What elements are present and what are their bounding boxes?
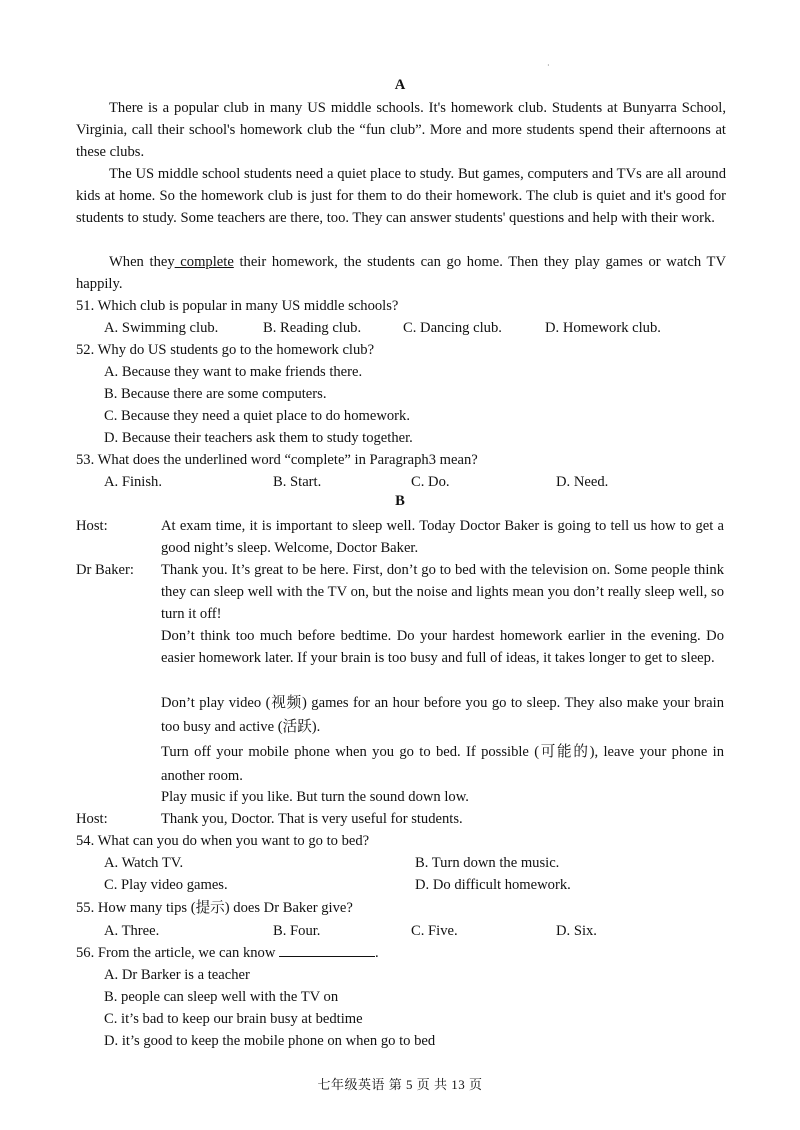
section-a-paragraph-1 [76,97,726,163]
q55-option-b: B. Four. [273,923,321,939]
q52-option-b: B. Because there are some computers. [104,386,327,402]
q52-option-c: C. Because they need a quiet place to do homework. [104,408,410,424]
speaker-host: Host: [76,518,108,534]
baker-speech-3: Don’t play video (视频) games for an hour before you go to sleep. They also make your brain too busy and active (活跃). [161,695,724,735]
q54-option-c: C. Play video games. [104,877,228,893]
q54-option-a: A. Watch TV. [104,855,184,871]
q54-option-b: B. Turn down the music. [415,855,560,871]
paragraph-3-text-after: their homework, the students can go home. Then they play games or watch TV happily. [76,254,726,292]
baker-speech-5: Play music if you like. But turn the sound down low. [161,789,469,805]
page-footer: 七年级英语 第 5 页 共 13 页 [317,1077,483,1092]
speaker-host-2: Host: [76,811,108,827]
baker-speech-2: Don’t think too much before bedtime. Do your hardest homework earlier in the evening. Do easier homework later. If your brain is too busy and full of ideas, it takes longer to get to sleep. [161,628,724,666]
q53-option-d: D. Need. [556,474,609,490]
q55-option-c: C. Five. [411,923,458,939]
q56-option-d: D. it’s good to keep the mobile phone on when go to bed [104,1033,436,1049]
paragraph-2-text: The US middle school students need a quiet place to study. But games, computers and TVs are all around kids at home. So the homework club is just for them to do their homework. The club is quiet and it's good for students to study. Some teachers are there, too. They can answer students' questions and help with their work. [76,166,726,226]
paragraph-3-text-before: When they [109,254,175,270]
section-b-heading: B [395,493,405,509]
paragraph-1-text: There is a popular club in many US middle schools. It's homework club. Students at Bunyarra School, Virginia, call their school's homework club the “fun club”. More and more students spend their afternoons at these clubs. [76,100,726,160]
q56-text-before: 56. From the article, we can know [76,945,280,961]
q51-option-b: B. Reading club. [263,320,362,336]
section-a-paragraph-3 [76,251,726,295]
q51-option-c: C. Dancing club. [403,320,502,336]
q55-option-d: D. Six. [556,923,597,939]
question-52: 52. Why do US students go to the homework club? [76,342,375,358]
section-a-paragraph-2 [76,163,726,229]
q51-option-d: D. Homework club. [545,320,661,336]
answer-blank [279,942,375,957]
q56-option-c: C. it’s bad to keep our brain busy at bedtime [104,1011,363,1027]
stray-dot: · [547,61,550,70]
question-55: 55. How many tips (提示) does Dr Baker give? [76,900,353,916]
baker-speech-1: Thank you. It’s great to be here. First, don’t go to bed with the television on. Some people think they can sleep well with the TV on, but the noise and lights mean you don’t really sleep well, so turn it off! [161,562,724,622]
q52-option-a: A. Because they want to make friends there. [104,364,363,380]
question-53: 53. What does the underlined word “complete” in Paragraph3 mean? [76,452,478,468]
q53-option-b: B. Start. [273,474,322,490]
speaker-dr-baker: Dr Baker: [76,562,134,578]
host-speech-1: At exam time, it is important to sleep well. Today Doctor Baker is going to tell us how to get a good night’s sleep. Welcome, Doctor Baker. [161,518,724,556]
q56-option-a: A. Dr Barker is a teacher [104,967,250,983]
q56-text-after: . [375,945,379,961]
question-51: 51. Which club is popular in many US middle schools? [76,298,399,314]
q53-option-c: C. Do. [411,474,450,490]
q55-option-a: A. Three. [104,923,160,939]
q56-option-b: B. people can sleep well with the TV on [104,989,339,1005]
q51-option-a: A. Swimming club. [104,320,219,336]
q53-option-a: A. Finish. [104,474,162,490]
underlined-word-complete: complete [174,254,234,270]
host-speech-2: Thank you, Doctor. That is very useful for students. [161,811,463,827]
q52-option-d: D. Because their teachers ask them to study together. [104,430,413,446]
question-56 [76,942,379,964]
q54-option-d: D. Do difficult homework. [415,877,571,893]
section-a-heading: A [394,77,406,93]
baker-speech-4: Turn off your mobile phone when you go to bed. If possible (可能的), leave your phone in another room. [161,744,724,784]
question-54: 54. What can you do when you want to go to bed? [76,833,370,849]
